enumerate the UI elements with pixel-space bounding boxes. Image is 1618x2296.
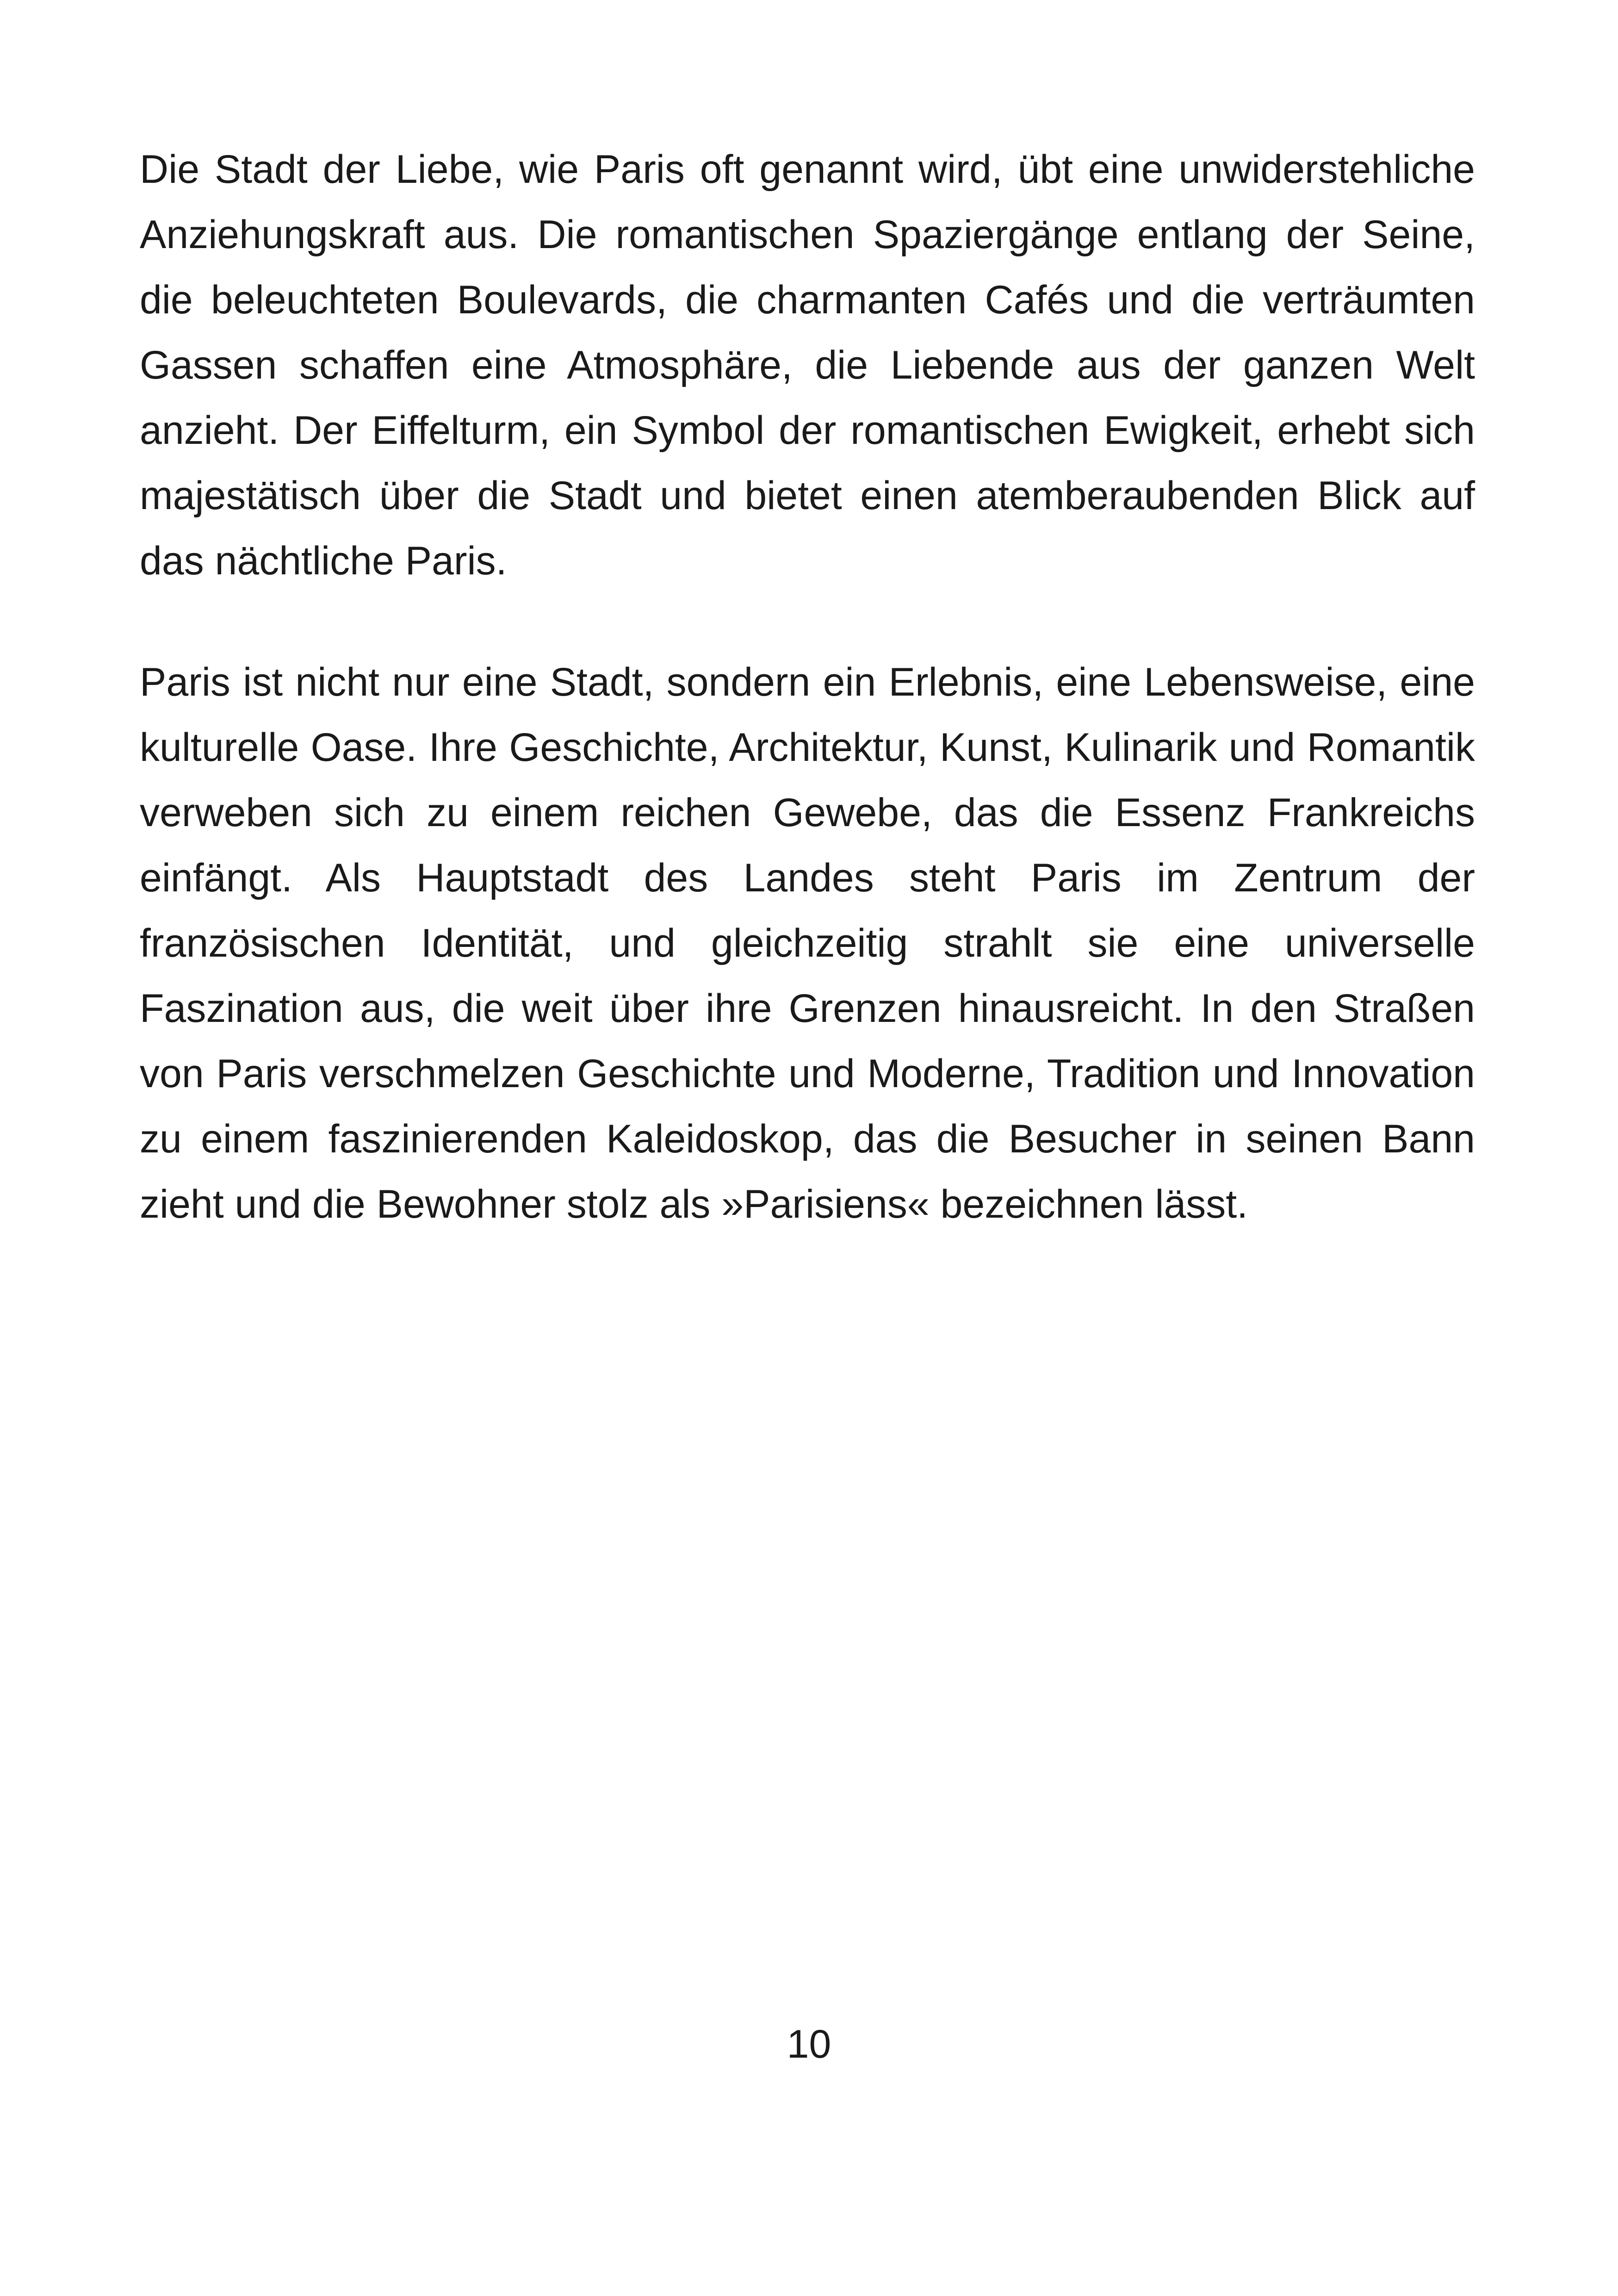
- body-text: [140, 137, 1475, 1237]
- paragraph-1: Die Stadt der Liebe, wie Paris oft genannt wird, übt eine unwiderstehliche Anziehungskraft aus. Die romantischen Spaziergänge entlang der Seine, die beleuchteten Boulevards, die charmanten Cafés und die verträumten Gassen schaffen eine Atmosphäre, die Liebende aus der ganzen Welt anzieht. Der Eiffelturm, ein Symbol der romantischen Ewigkeit, erhebt sich majestätisch über die Stadt und bietet einen atemberaubenden Blick auf das nächtliche Paris.: [140, 147, 1475, 583]
- page-number: 10: [787, 2022, 831, 2066]
- paragraph-2: Paris ist nicht nur eine Stadt, sondern ein Erlebnis, eine Lebensweise, eine kulturelle Oase. Ihre Geschichte, Architektur, Kunst, Kulinarik und Romantik verweben sich zu einem reichen Gewebe, das die Essenz Frankreichs einfängt. Als Hauptstadt des Landes steht Paris im Zentrum der französischen Identität, und gleichzeitig strahlt sie eine universelle Faszination aus, die weit über ihre Grenzen hinausreicht. In den Straßen von Paris verschmelzen Geschichte und Moderne, Tradition und Innovation zu einem faszinierenden Kaleidoskop, das die Besucher in seinen Bann zieht und die Bewohner stolz als »Parisiens« bezeichnen lässt.: [140, 660, 1475, 1226]
